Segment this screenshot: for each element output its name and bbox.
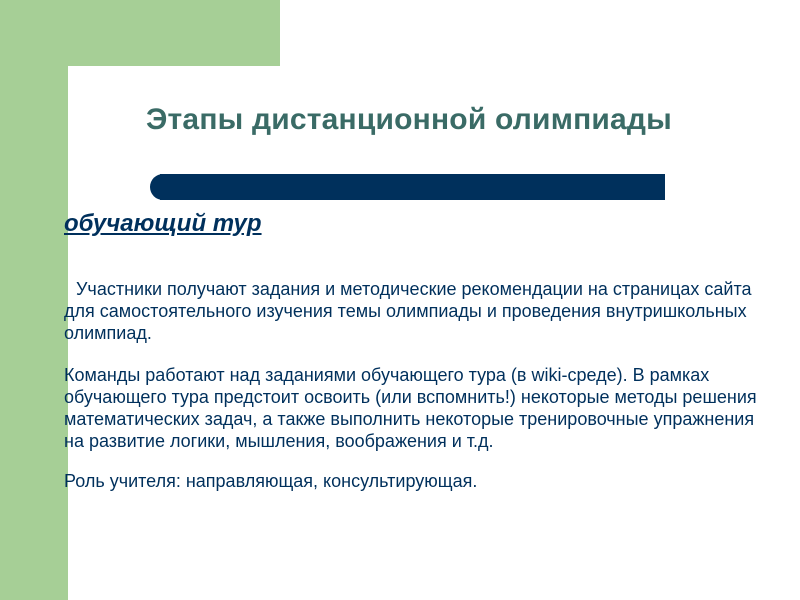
title-divider-bar	[160, 174, 665, 200]
decorative-green-top-block	[0, 0, 280, 66]
body-paragraph-2: Команды работают над заданиями обучающего тура (в wiki-среде). В рамках обучающего тура предстоит освоить (или вспомнить!) некоторые методы решения математических задач, а также выполнить некоторые тренировочные упражнения на развитие логики, мышления, воображения и т.д.	[64, 365, 757, 451]
slide-title: Этапы дистанционной олимпиады	[146, 103, 672, 136]
body-paragraph-3: Роль учителя: направляющая, консультирующая.	[64, 471, 478, 491]
slide-body	[64, 278, 764, 492]
section-heading: обучающий тур	[64, 210, 262, 237]
body-paragraph-1: Участники получают задания и методические рекомендации на страницах сайта для самостоятельного изучения темы олимпиады и проведения внутришкольных олимпиад.	[64, 279, 752, 343]
decorative-green-sidebar	[0, 0, 68, 600]
